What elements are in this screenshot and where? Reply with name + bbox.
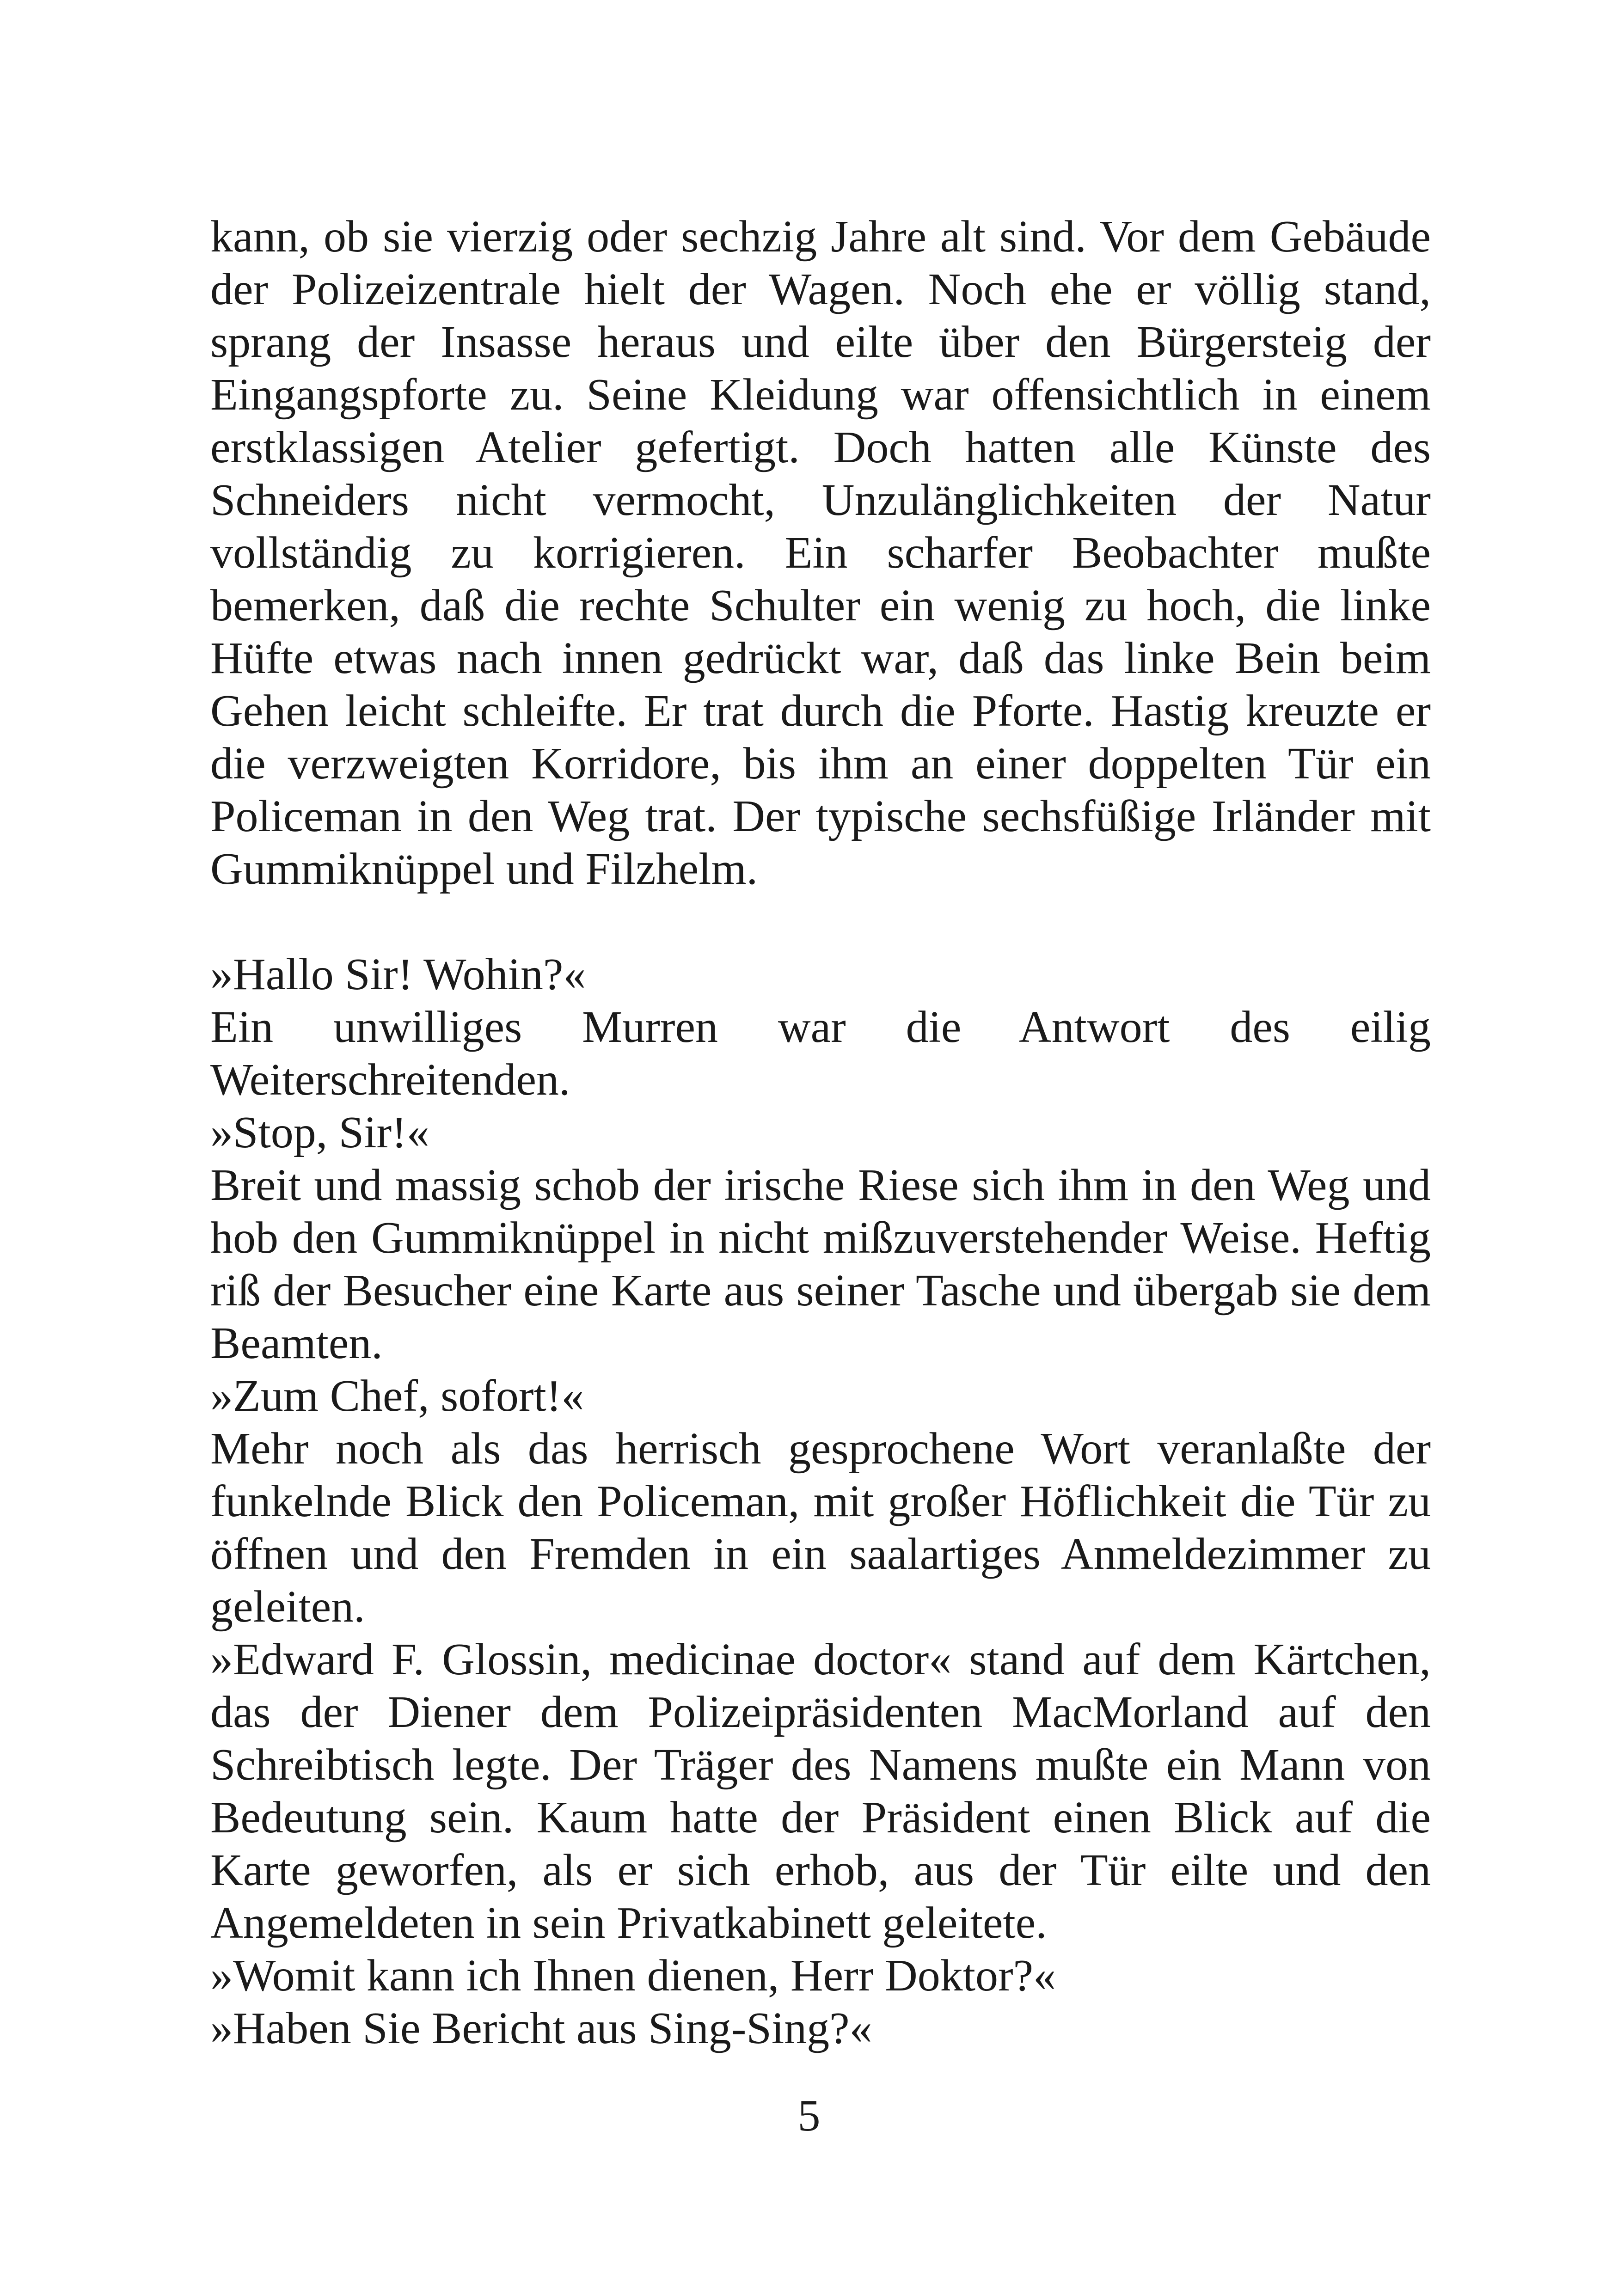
paragraph-gap bbox=[210, 895, 1431, 948]
text-line: die verzweigten Korridore, bis ihm an einer doppelten Tür ein bbox=[210, 739, 1431, 789]
text-line: Ein unwilliges Murren war die Antwort des eilig bbox=[210, 1002, 1431, 1052]
text-line: Weiterschreitenden. bbox=[210, 1055, 570, 1105]
text-line: Hüfte etwas nach innen gedrückt war, daß das linke Bein beim bbox=[210, 633, 1431, 683]
text-line: bemerken, daß die rechte Schulter ein wenig zu hoch, die linke bbox=[210, 581, 1431, 631]
text-line: Gummiknüppel und Filzhelm. bbox=[210, 844, 758, 894]
text-line: Schreibtisch legte. Der Träger des Namens mußte ein Mann von bbox=[210, 1740, 1431, 1790]
text-line: Mehr noch als das herrisch gesprochene Wort veranlaßte der bbox=[210, 1424, 1431, 1474]
text-line: riß der Besucher eine Karte aus seiner Tasche und übergab sie dem bbox=[210, 1266, 1431, 1316]
page-number: 5 bbox=[797, 2091, 821, 2141]
dialogue-line: »Hallo Sir! Wohin?« bbox=[210, 949, 586, 999]
text-line: sprang der Insasse heraus und eilte über den Bürgersteig der bbox=[210, 317, 1431, 367]
text-line: erstklassigen Atelier gefertigt. Doch hatten alle Künste des bbox=[210, 422, 1431, 472]
text-line: vollständig zu korrigieren. Ein scharfer Beobachter mußte bbox=[210, 528, 1431, 578]
text-line: hob den Gummiknüppel in nicht mißzuverstehender Weise. Heftig bbox=[210, 1213, 1431, 1263]
text-line: Bedeutung sein. Kaum hatte der Präsident einen Blick auf die bbox=[210, 1793, 1431, 1843]
text-line: der Polizeizentrale hielt der Wagen. Noch ehe er völlig stand, bbox=[210, 264, 1431, 314]
text-line: Eingangspforte zu. Seine Kleidung war offensichtlich in einem bbox=[210, 370, 1431, 420]
text-line: geleiten. bbox=[210, 1582, 365, 1632]
paragraph-glossin bbox=[210, 1633, 1431, 1949]
text-line: kann, ob sie vierzig oder sechzig Jahre alt sind. Vor dem Gebäude bbox=[210, 212, 1431, 262]
text-line: Schneiders nicht vermocht, Unzulänglichkeiten der Natur bbox=[210, 475, 1431, 525]
page-body bbox=[210, 210, 1431, 2055]
paragraph-herrisch bbox=[210, 1422, 1431, 1633]
dialogue-line: »Womit kann ich Ihnen dienen, Herr Doktor?« bbox=[210, 1951, 1056, 2001]
text-line: funkelnde Blick den Policeman, mit großer Höflichkeit die Tür zu bbox=[210, 1476, 1431, 1526]
text-line: Breit und massig schob der irische Riese sich ihm in den Weg und bbox=[210, 1160, 1431, 1210]
text-line: »Edward F. Glossin, medicinae doctor« stand auf dem Kärtchen, bbox=[210, 1635, 1431, 1684]
text-line: Policeman in den Weg trat. Der typische sechsfüßige Irländer mit bbox=[210, 791, 1431, 841]
dialogue-line: »Zum Chef, sofort!« bbox=[210, 1371, 584, 1421]
dialogue-line: »Stop, Sir!« bbox=[210, 1108, 429, 1157]
paragraph-opening bbox=[210, 210, 1431, 895]
text-line: Beamten. bbox=[210, 1318, 383, 1368]
paragraph-riese bbox=[210, 1159, 1431, 1370]
dialogue-line: »Haben Sie Bericht aus Sing-Sing?« bbox=[210, 2003, 872, 2053]
text-line: Karte geworfen, als er sich erhob, aus der Tür eilte und den bbox=[210, 1845, 1431, 1895]
text-line: das der Diener dem Polizeipräsidenten MacMorland auf den bbox=[210, 1687, 1431, 1737]
text-line: Gehen leicht schleifte. Er trat durch die Pforte. Hastig kreuzte er bbox=[210, 686, 1431, 736]
text-line: öffnen und den Fremden in ein saalartiges Anmeldezimmer zu bbox=[210, 1529, 1431, 1579]
text-line: Angemeldeten in sein Privatkabinett geleitete. bbox=[210, 1898, 1047, 1948]
